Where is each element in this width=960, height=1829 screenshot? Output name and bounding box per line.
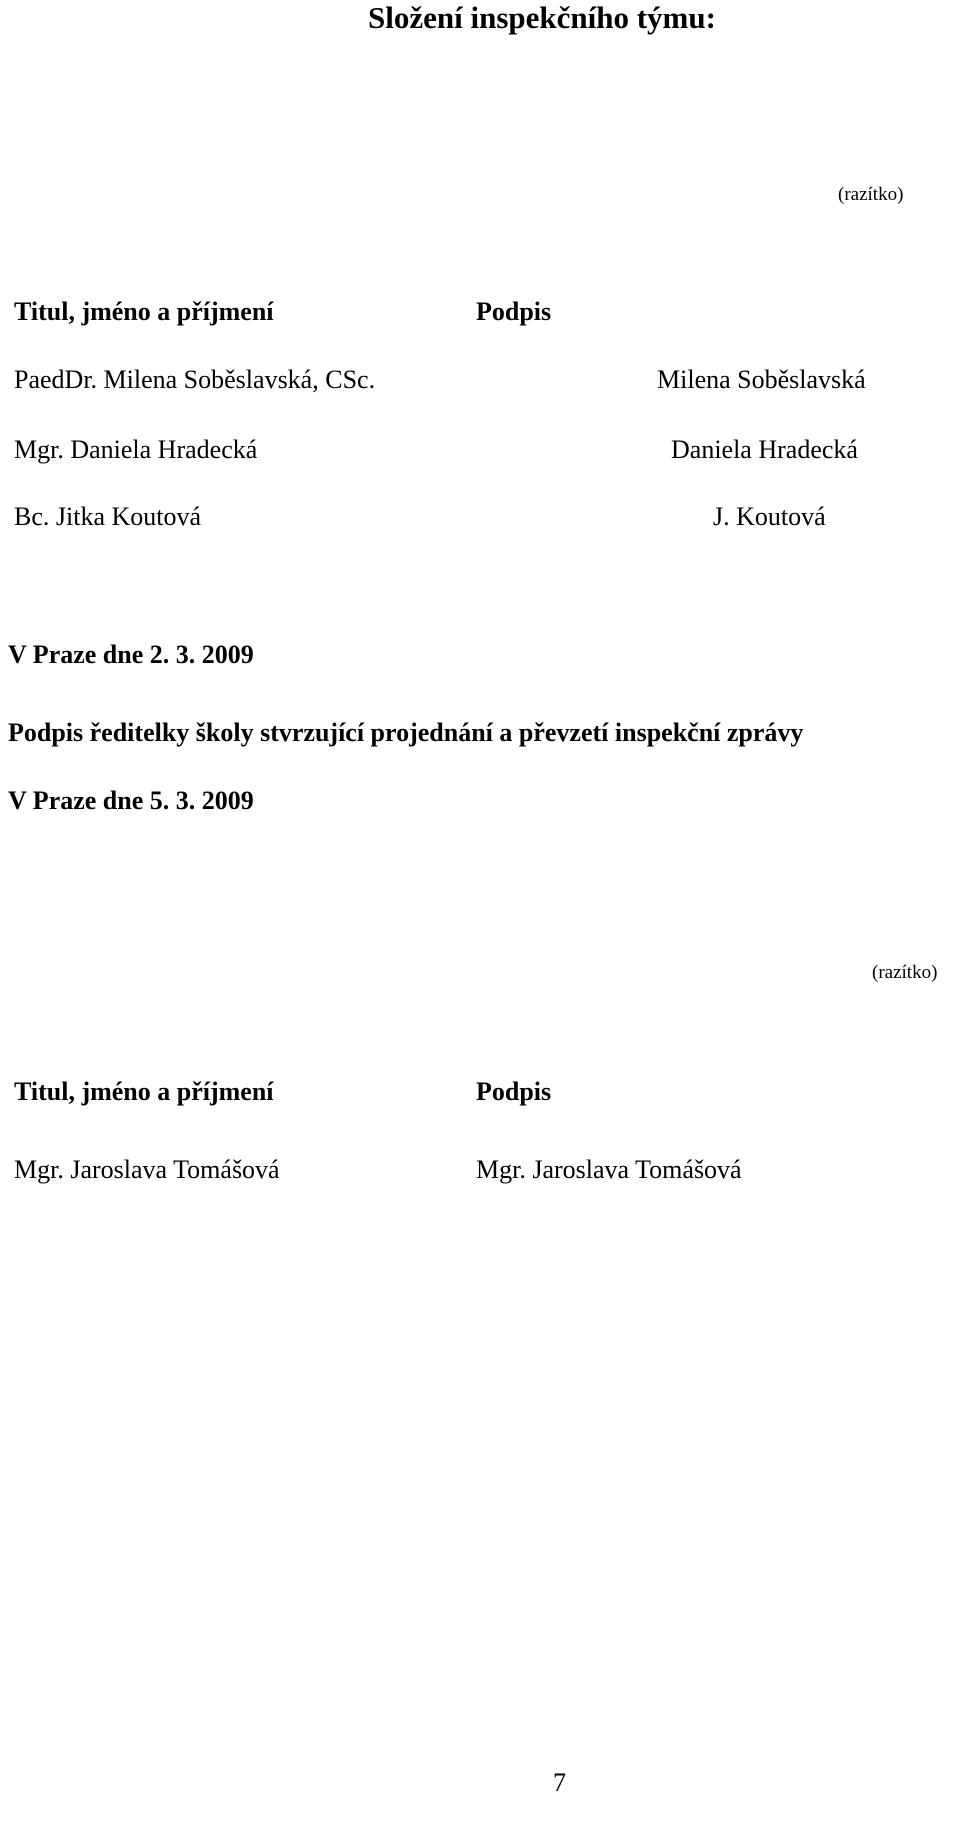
page-title: Složení inspekčního týmu: [368,0,716,35]
team-date-line: V Praze dne 2. 3. 2009 [8,640,254,669]
director-signature: Mgr. Jaroslava Tomášová [476,1155,742,1184]
signature-column-header: Podpis [476,297,552,326]
team-member-signature: Milena Soběslavská [657,365,866,394]
stamp-label: (razítko) [872,962,938,983]
page-number: 7 [553,1768,566,1797]
name-column-header: Titul, jméno a příjmení [14,297,274,326]
team-member-signature: Daniela Hradecká [671,435,858,464]
director-heading: Podpis ředitelky školy stvrzující projednání a převzetí inspekční zprávy [8,718,804,747]
team-member-name: PaedDr. Milena Soběslavská, CSc. [14,365,376,394]
director-date-line: V Praze dne 5. 3. 2009 [8,786,254,815]
team-member-name: Bc. Jitka Koutová [14,502,202,531]
director-name: Mgr. Jaroslava Tomášová [14,1155,280,1184]
stamp-label: (razítko) [838,184,904,205]
team-member-name: Mgr. Daniela Hradecká [14,435,258,464]
signature-column-header: Podpis [476,1077,552,1106]
team-member-signature: J. Koutová [713,502,826,531]
name-column-header: Titul, jméno a příjmení [14,1077,274,1106]
